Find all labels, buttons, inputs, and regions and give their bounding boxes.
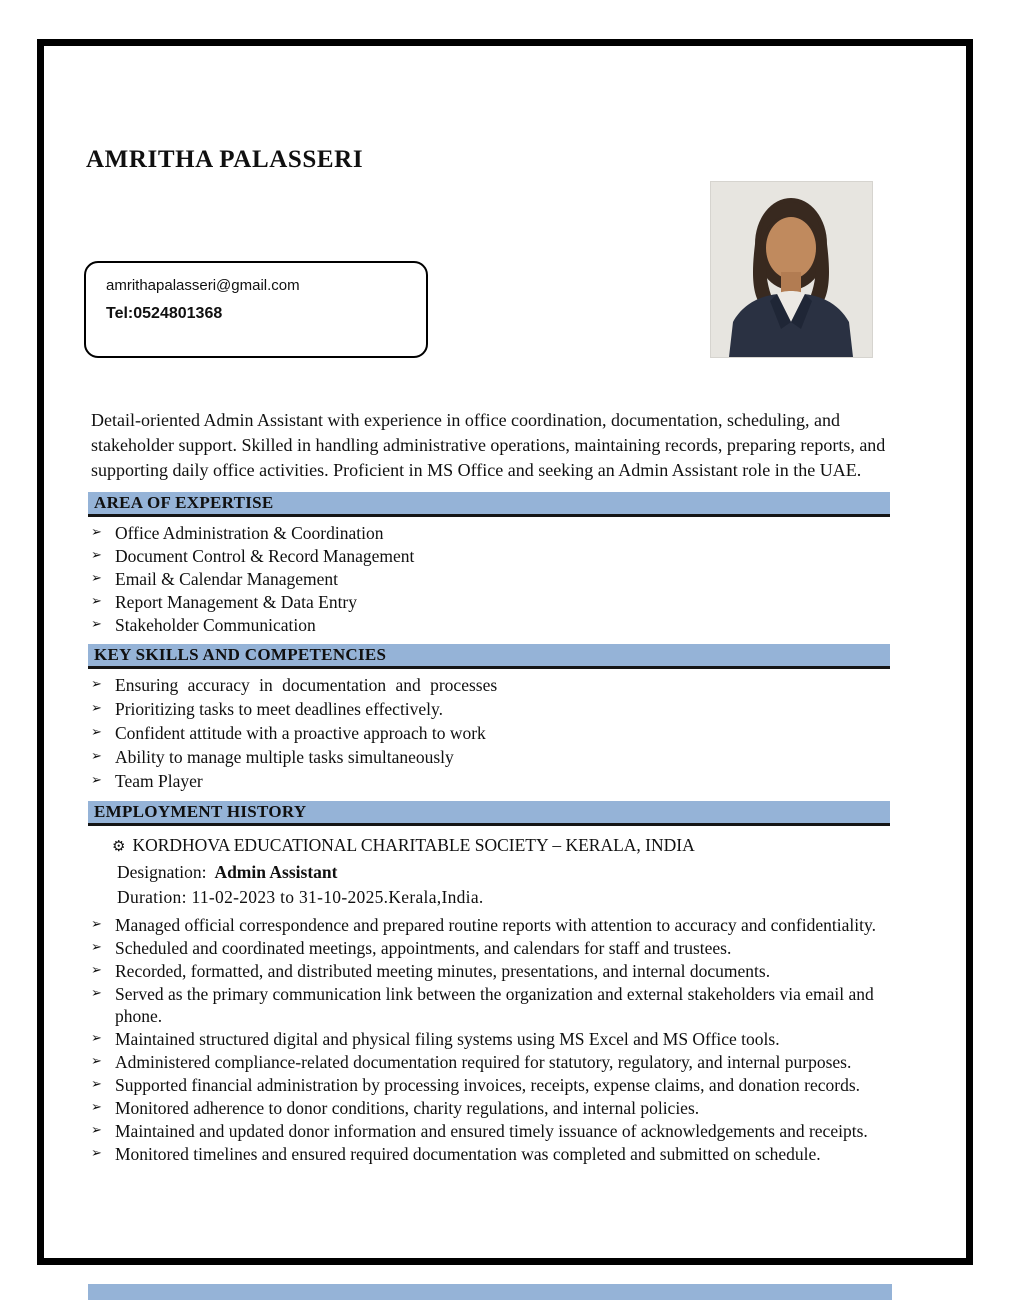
list-item bbox=[88, 545, 908, 567]
arrow-bullet-icon: ➢ bbox=[91, 1077, 102, 1092]
arrow-bullet-icon: ➢ bbox=[91, 617, 102, 632]
designation-line bbox=[117, 860, 908, 884]
page-frame bbox=[37, 39, 973, 1265]
arrow-bullet-icon: ➢ bbox=[91, 594, 102, 609]
list-item-text: Ability to manage multiple tasks simultaneously bbox=[115, 747, 454, 767]
list-item bbox=[88, 914, 908, 936]
list-item bbox=[88, 770, 908, 793]
arrow-bullet-icon: ➢ bbox=[91, 525, 102, 540]
list-item-text: Scheduled and coordinated meetings, appointments, and calendars for staff and trustees. bbox=[115, 938, 732, 958]
expertise-list bbox=[88, 522, 908, 636]
arrow-bullet-icon: ➢ bbox=[91, 940, 102, 955]
list-item bbox=[88, 698, 908, 721]
duration-line: Duration: 11-02-2023 to 31-10-2025.Kerala,India. bbox=[117, 887, 484, 907]
list-item-text: Report Management & Data Entry bbox=[115, 592, 358, 612]
document-body bbox=[88, 408, 908, 1172]
list-item-text: Ensuring accuracy in documentation and processes bbox=[115, 675, 498, 695]
list-item bbox=[88, 960, 908, 982]
summary-paragraph: Detail-oriented Admin Assistant with experience in office coordination, documentation, scheduling, and stakeholder support. Skilled in handling administrative operations, maintaining records, preparing reports, and supporting daily office activities. Proficient in MS Office and seeking an Admin Assistant role in the UAE. bbox=[91, 410, 886, 480]
skills-list bbox=[88, 674, 908, 793]
list-item bbox=[88, 591, 908, 613]
arrow-bullet-icon: ➢ bbox=[91, 1146, 102, 1161]
list-item bbox=[88, 522, 908, 544]
contact-card bbox=[84, 261, 428, 358]
arrow-bullet-icon: ➢ bbox=[91, 548, 102, 563]
section-header-expertise: AREA OF EXPERTISE bbox=[88, 492, 890, 517]
list-item bbox=[88, 983, 908, 1027]
list-item-text: Team Player bbox=[115, 771, 203, 791]
employer-line bbox=[112, 833, 908, 858]
arrow-bullet-icon: ➢ bbox=[91, 1123, 102, 1138]
list-item-text: Administered compliance-related documentation required for statutory, regulatory, and internal purposes. bbox=[115, 1052, 852, 1072]
list-item bbox=[88, 568, 908, 590]
list-item bbox=[88, 674, 908, 697]
list-item-text: Office Administration & Coordination bbox=[115, 523, 384, 543]
employer-name: KORDHOVA EDUCATIONAL CHARITABLE SOCIETY – KERALA, INDIA bbox=[132, 835, 695, 855]
list-item bbox=[88, 746, 908, 769]
list-item-text: Confident attitude with a proactive approach to work bbox=[115, 723, 486, 743]
list-item-text: Recorded, formatted, and distributed meeting minutes, presentations, and internal documents. bbox=[115, 961, 771, 981]
arrow-bullet-icon: ➢ bbox=[91, 963, 102, 978]
arrow-bullet-icon: ➢ bbox=[91, 1031, 102, 1046]
list-item-text: Served as the primary communication link between the organization and external stakeholders via email and phone. bbox=[115, 984, 874, 1026]
gear-bullet-icon: ⚙ bbox=[112, 837, 126, 855]
arrow-bullet-icon: ➢ bbox=[91, 701, 102, 716]
list-item-text: Monitored adherence to donor conditions, charity regulations, and internal policies. bbox=[115, 1098, 700, 1118]
list-item bbox=[88, 1120, 908, 1142]
arrow-bullet-icon: ➢ bbox=[91, 749, 102, 764]
list-item bbox=[88, 1051, 908, 1073]
arrow-bullet-icon: ➢ bbox=[91, 1100, 102, 1115]
designation-value: Admin Assistant bbox=[214, 862, 338, 882]
list-item-text: Stakeholder Communication bbox=[115, 615, 316, 635]
list-item bbox=[88, 1097, 908, 1119]
section-header-employment: EMPLOYMENT HISTORY bbox=[88, 801, 890, 826]
profile-photo bbox=[711, 182, 872, 357]
list-item bbox=[88, 1028, 908, 1050]
list-item-text: Monitored timelines and ensured required documentation was completed and submitted on schedule. bbox=[115, 1144, 821, 1164]
email-text: amrithapalasseri@gmail.com bbox=[106, 277, 300, 294]
arrow-bullet-icon: ➢ bbox=[91, 986, 102, 1001]
arrow-bullet-icon: ➢ bbox=[91, 1054, 102, 1069]
next-page-section-bar-partial bbox=[88, 1284, 892, 1300]
arrow-bullet-icon: ➢ bbox=[91, 677, 102, 692]
section-header-skills: KEY SKILLS AND COMPETENCIES bbox=[88, 644, 890, 669]
list-item-text: Supported financial administration by processing invoices, receipts, expense claims, and donation records. bbox=[115, 1075, 861, 1095]
list-item-text: Managed official correspondence and prepared routine reports with attention to accuracy and confidentiality. bbox=[115, 915, 876, 935]
list-item bbox=[88, 1143, 908, 1165]
list-item-text: Prioritizing tasks to meet deadlines effectively. bbox=[115, 699, 444, 719]
designation-label: Designation: bbox=[117, 862, 207, 882]
arrow-bullet-icon: ➢ bbox=[91, 773, 102, 788]
list-item bbox=[88, 722, 908, 745]
list-item-text: Maintained and updated donor information and ensured timely issuance of acknowledgements and receipts. bbox=[115, 1121, 868, 1141]
list-item-text: Email & Calendar Management bbox=[115, 569, 339, 589]
arrow-bullet-icon: ➢ bbox=[91, 917, 102, 932]
list-item bbox=[88, 614, 908, 636]
page-title: AMRITHA PALASSERI bbox=[86, 146, 364, 173]
person-portrait-illustration bbox=[711, 182, 872, 357]
list-item-text: Document Control & Record Management bbox=[115, 546, 415, 566]
list-item bbox=[88, 1074, 908, 1096]
list-item-text: Maintained structured digital and physical filing systems using MS Excel and MS Office tools. bbox=[115, 1029, 780, 1049]
arrow-bullet-icon: ➢ bbox=[91, 571, 102, 586]
list-item bbox=[88, 937, 908, 959]
arrow-bullet-icon: ➢ bbox=[91, 725, 102, 740]
phone-text: Tel:0524801368 bbox=[106, 305, 223, 322]
employment-list bbox=[88, 914, 908, 1165]
